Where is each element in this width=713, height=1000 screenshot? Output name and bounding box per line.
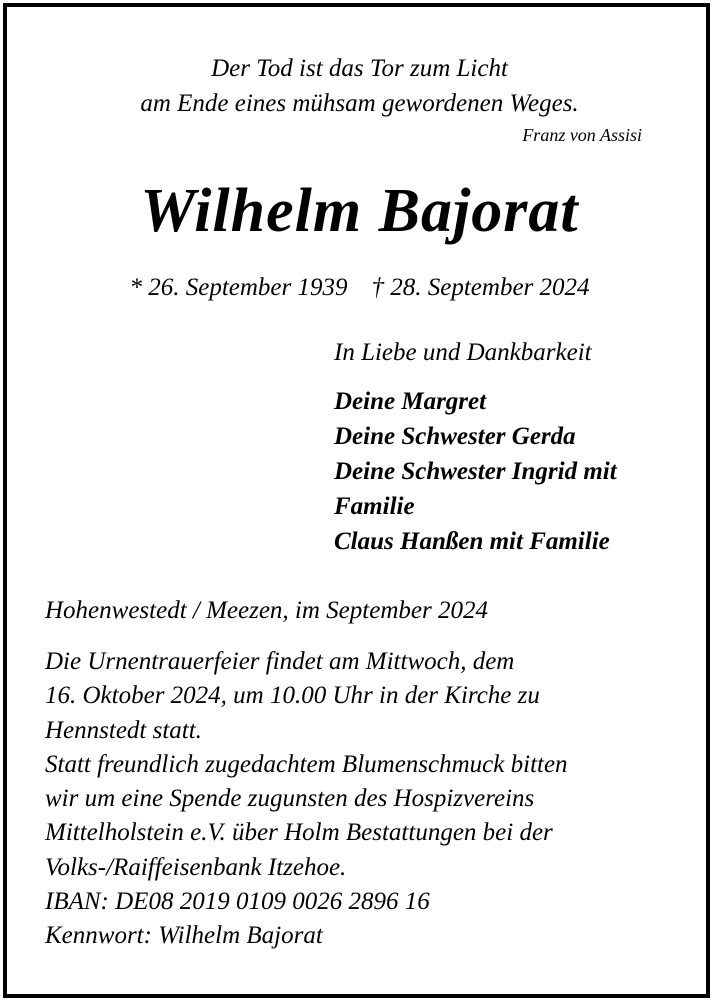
details-line: Mittelholstein e.V. über Holm Bestattungen bei der: [45, 819, 553, 847]
place-date: Hohenwestedt / Meezen, im September 2024: [45, 597, 488, 624]
mourner: Deine Schwester Ingrid mit: [334, 458, 617, 485]
details-line: 16. Oktober 2024, um 10.00 Uhr in der Kirche zu: [45, 682, 540, 710]
life-dates: [7, 271, 712, 305]
mourner: Claus Hanßen mit Familie: [334, 528, 610, 555]
details-line: wir um eine Spende zugunsten des Hospizvereins: [45, 785, 535, 813]
quote-line: am Ende eines mühsam gewordenen Weges.: [140, 90, 579, 117]
obituary-notice: [3, 3, 710, 998]
details-line: Die Urnentrauerfeier findet am Mittwoch, dem: [45, 648, 515, 675]
dedication: In Liebe und Dankbarkeit: [334, 339, 592, 366]
details-line: Hennstedt statt.: [45, 716, 202, 744]
mourner: Deine Schwester Gerda: [334, 423, 576, 450]
keyword-line: Kennwort: Wilhelm Bajorat: [45, 922, 323, 950]
quote-author: Franz von Assisi: [522, 125, 642, 145]
details-line: Volks-/Raiffeisenbank Itzehoe.: [45, 853, 347, 881]
quote: [7, 51, 712, 121]
iban-line: IBAN: DE08 2019 0109 0026 2896 16: [45, 888, 430, 916]
mourners-list: [334, 384, 674, 559]
quote-line: Der Tod ist das Tor zum Licht: [211, 55, 508, 82]
birth-date: * 26. September 1939: [129, 274, 348, 301]
death-date: † 28. September 2024: [371, 274, 590, 301]
mourner: Familie: [334, 493, 415, 520]
mourner: Deine Margret: [334, 388, 487, 415]
ceremony-details: [45, 645, 685, 954]
deceased-name: Wilhelm Bajorat: [140, 177, 579, 245]
details-line: Statt freundlich zugedachtem Blumenschmuck bitten: [45, 750, 568, 778]
